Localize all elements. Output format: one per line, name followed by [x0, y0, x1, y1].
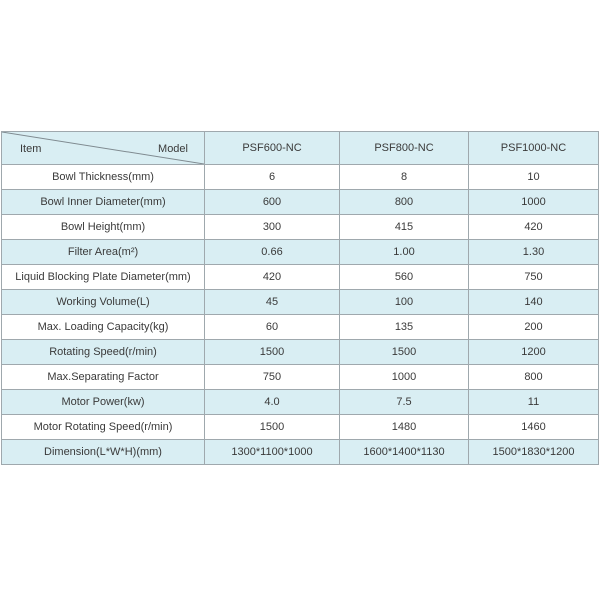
cell-value: 7.5: [340, 390, 469, 415]
cell-value: 1480: [340, 415, 469, 440]
cell-value: 140: [469, 290, 599, 315]
cell-value: 1300*1100*1000: [205, 440, 340, 465]
cell-value: 1.00: [340, 240, 469, 265]
cell-value: 600: [205, 190, 340, 215]
cell-value: 6: [205, 165, 340, 190]
cell-value: 1500*1830*1200: [469, 440, 599, 465]
cell-value: 45: [205, 290, 340, 315]
row-label: Dimension(L*W*H)(mm): [2, 440, 205, 465]
table-row: [2, 315, 599, 340]
table-row: [2, 190, 599, 215]
model-header: PSF600-NC: [205, 132, 340, 165]
cell-value: 1460: [469, 415, 599, 440]
cell-value: 10: [469, 165, 599, 190]
row-label: Max.Separating Factor: [2, 365, 205, 390]
row-label: Filter Area(m²): [2, 240, 205, 265]
table-header-row: [2, 132, 599, 165]
cell-value: 750: [205, 365, 340, 390]
cell-value: 1200: [469, 340, 599, 365]
cell-value: 800: [469, 365, 599, 390]
cell-value: 300: [205, 215, 340, 240]
corner-header-cell: [2, 132, 205, 165]
cell-value: 1000: [469, 190, 599, 215]
table-row: [2, 265, 599, 290]
spec-table-body: [2, 165, 599, 465]
cell-value: 8: [340, 165, 469, 190]
cell-value: 0.66: [205, 240, 340, 265]
cell-value: 1500: [205, 340, 340, 365]
row-label: Motor Power(kw): [2, 390, 205, 415]
table-row: [2, 440, 599, 465]
cell-value: 420: [205, 265, 340, 290]
row-label: Liquid Blocking Plate Diameter(mm): [2, 265, 205, 290]
cell-value: 1500: [205, 415, 340, 440]
row-label: Working Volume(L): [2, 290, 205, 315]
row-label: Motor Rotating Speed(r/min): [2, 415, 205, 440]
cell-value: 1500: [340, 340, 469, 365]
cell-value: 11: [469, 390, 599, 415]
cell-value: 560: [340, 265, 469, 290]
cell-value: 415: [340, 215, 469, 240]
cell-value: 100: [340, 290, 469, 315]
cell-value: 200: [469, 315, 599, 340]
table-row: [2, 340, 599, 365]
cell-value: 4.0: [205, 390, 340, 415]
table-row: [2, 365, 599, 390]
cell-value: 750: [469, 265, 599, 290]
cell-value: 60: [205, 315, 340, 340]
cell-value: 1000: [340, 365, 469, 390]
model-header: PSF800-NC: [340, 132, 469, 165]
row-label: Bowl Thickness(mm): [2, 165, 205, 190]
table-row: [2, 215, 599, 240]
table-row: [2, 240, 599, 265]
cell-value: 1600*1400*1130: [340, 440, 469, 465]
cell-value: 420: [469, 215, 599, 240]
table-row: [2, 390, 599, 415]
cell-value: 800: [340, 190, 469, 215]
cell-value: 1.30: [469, 240, 599, 265]
corner-item-label: Item: [20, 143, 42, 155]
row-label: Bowl Height(mm): [2, 215, 205, 240]
corner-model-label: Model: [158, 143, 188, 155]
cell-value: 135: [340, 315, 469, 340]
table-row: [2, 290, 599, 315]
table-row: [2, 415, 599, 440]
model-header: PSF1000-NC: [469, 132, 599, 165]
row-label: Max. Loading Capacity(kg): [2, 315, 205, 340]
spec-table: [1, 131, 599, 465]
row-label: Rotating Speed(r/min): [2, 340, 205, 365]
table-row: [2, 165, 599, 190]
row-label: Bowl Inner Diameter(mm): [2, 190, 205, 215]
